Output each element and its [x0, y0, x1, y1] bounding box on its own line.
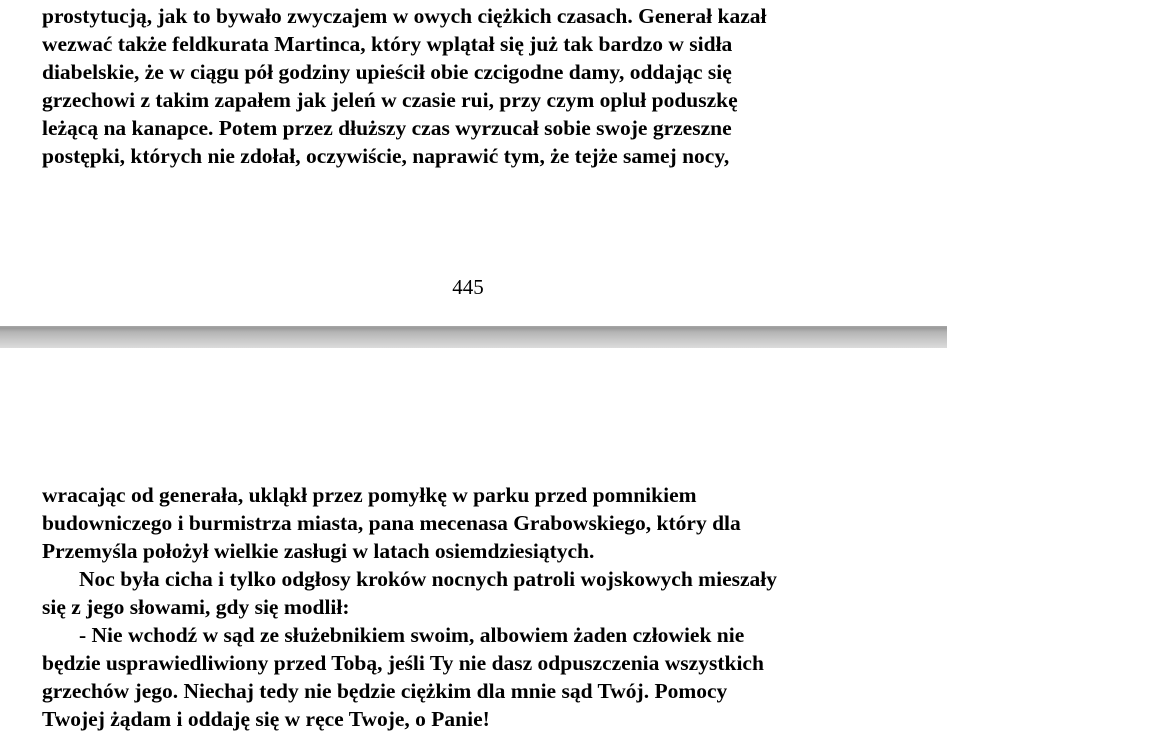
text-line: się z jego słowami, gdy się modlił:: [42, 595, 350, 619]
text-line: grzechów jego. Niechaj tedy nie będzie ciężkim dla mnie sąd Twój. Pomocy: [42, 679, 728, 703]
text-line: Przemyśla położył wielkie zasługi w latach osiemdziesiątych.: [42, 539, 595, 563]
page-separator: [0, 326, 947, 348]
page-number: 445: [452, 275, 484, 299]
viewer-background: [947, 0, 1152, 738]
text-line: prostytucją, jak to bywało zwyczajem w owych ciężkich czasach. Generał kazał: [42, 4, 767, 28]
document-page-top: [0, 0, 947, 326]
text-line: - Nie wchodź w sąd ze służebnikiem swoim, albowiem żaden człowiek nie: [79, 623, 745, 647]
text-line: Noc była cicha i tylko odgłosy kroków nocnych patroli wojskowych mieszały: [79, 567, 777, 591]
text-line: diabelskie, że w ciągu pół godziny upieścił obie czcigodne damy, oddając się: [42, 60, 732, 84]
text-line: grzechowi z takim zapałem jak jeleń w czasie rui, przy czym opluł poduszkę: [42, 88, 738, 112]
text-line: postępki, których nie zdołał, oczywiście, naprawić tym, że tejże samej nocy,: [42, 144, 730, 168]
document-page-bottom: [0, 348, 947, 738]
text-line: Twojej żądam i oddaję się w ręce Twoje, o Panie!: [42, 707, 490, 731]
text-line: leżącą na kanapce. Potem przez dłuższy czas wyrzucał sobie swoje grzeszne: [42, 116, 732, 140]
text-line: budowniczego i burmistrza miasta, pana mecenasa Grabowskiego, który dla: [42, 511, 741, 535]
text-line: wezwać także feldkurata Martinca, który wplątał się już tak bardzo w sidła: [42, 32, 733, 56]
text-line: będzie usprawiedliwiony przed Tobą, jeśli Ty nie dasz odpuszczenia wszystkich: [42, 651, 764, 675]
text-line: wracając od generała, ukląkł przez pomyłkę w parku przed pomnikiem: [42, 483, 697, 507]
